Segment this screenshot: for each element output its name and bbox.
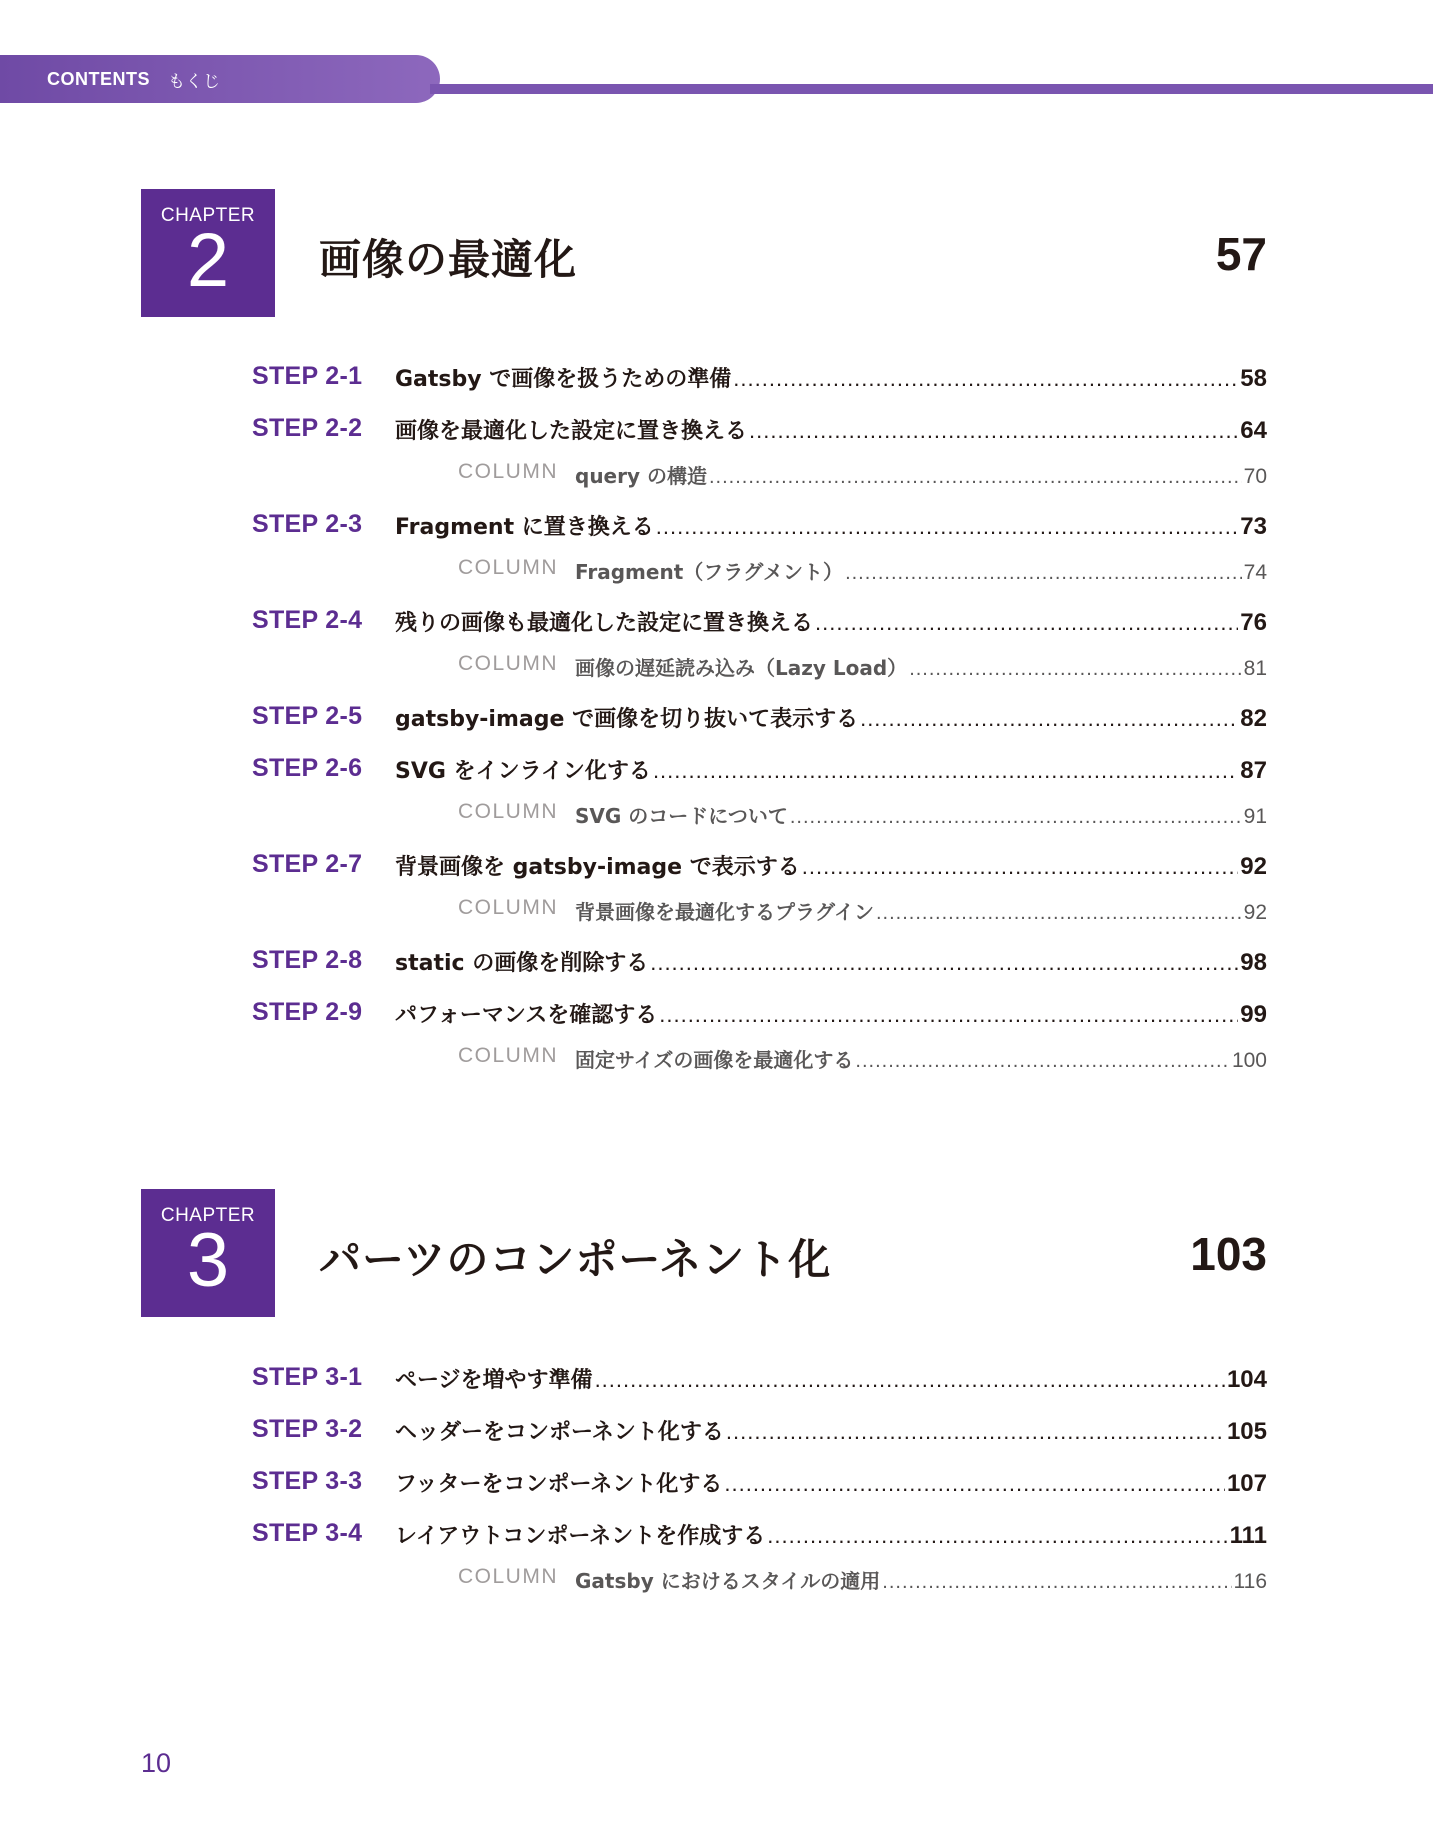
dot-leader bbox=[653, 758, 1238, 784]
entry-title: Fragment（フラグメント） bbox=[575, 560, 844, 584]
entry-page-number: 81 bbox=[1243, 657, 1267, 680]
step-label: STEP 2-6 bbox=[252, 754, 363, 782]
step-label: STEP 2-1 bbox=[252, 362, 363, 390]
step-label: STEP 3-2 bbox=[252, 1415, 363, 1443]
column-label: COLUMN bbox=[458, 1565, 559, 1588]
toc-entry bbox=[395, 754, 1267, 785]
column-label: COLUMN bbox=[458, 460, 559, 483]
entry-page-number: 76 bbox=[1240, 609, 1267, 636]
chapter-number: 3 bbox=[186, 1218, 230, 1303]
entry-title: gatsby-image で画像を切り抜いて表示する bbox=[395, 707, 859, 732]
toc-entry bbox=[395, 414, 1267, 445]
toc-entry bbox=[575, 1044, 1267, 1073]
entry-title: SVG のコードについて bbox=[575, 804, 788, 828]
entry-page-number: 91 bbox=[1243, 805, 1267, 828]
chapter-page-number[interactable]: 103 bbox=[1190, 1228, 1267, 1280]
toc-entry bbox=[575, 652, 1267, 681]
entry-page-number: 58 bbox=[1240, 365, 1267, 392]
toc-step-row[interactable] bbox=[0, 946, 1433, 986]
chapter-label: CHAPTER bbox=[160, 1205, 256, 1226]
column-label: COLUMN bbox=[458, 800, 559, 823]
toc-step-row[interactable] bbox=[0, 754, 1433, 794]
entry-title: 背景画像を gatsby-image で表示する bbox=[395, 855, 800, 880]
toc-column-row[interactable] bbox=[0, 1565, 1433, 1605]
entry-page-number: 92 bbox=[1240, 853, 1267, 880]
entry-title: 残りの画像も最適化した設定に置き換える bbox=[395, 611, 814, 636]
toc-step-row[interactable] bbox=[0, 1519, 1433, 1559]
toc-entry bbox=[575, 460, 1267, 489]
step-label: STEP 2-2 bbox=[252, 414, 363, 442]
dot-leader bbox=[767, 1523, 1227, 1549]
contents-header-band bbox=[0, 55, 440, 103]
toc-step-row[interactable] bbox=[0, 1363, 1433, 1403]
entry-title: ヘッダーをコンポーネント化する bbox=[395, 1420, 724, 1445]
dot-leader bbox=[860, 706, 1238, 732]
dot-leader bbox=[749, 418, 1238, 444]
step-label: STEP 2-8 bbox=[252, 946, 363, 974]
column-label: COLUMN bbox=[458, 896, 559, 919]
header-rule bbox=[430, 84, 1433, 94]
toc-step-row[interactable] bbox=[0, 998, 1433, 1038]
entry-page-number: 107 bbox=[1226, 1470, 1267, 1497]
step-label: STEP 2-3 bbox=[252, 510, 363, 538]
dot-leader bbox=[876, 902, 1242, 925]
entry-page-number: 73 bbox=[1240, 513, 1267, 540]
column-label: COLUMN bbox=[458, 1044, 559, 1067]
toc-column-row[interactable] bbox=[0, 1044, 1433, 1084]
entry-title: フッターをコンポーネント化する bbox=[395, 1472, 723, 1497]
entry-title: Gatsby で画像を扱うための準備 bbox=[395, 367, 732, 392]
entry-title: SVG をインライン化する bbox=[395, 759, 651, 784]
entry-title: Fragment に置き換える bbox=[395, 515, 654, 540]
column-label: COLUMN bbox=[458, 556, 559, 579]
dot-leader bbox=[855, 1050, 1230, 1073]
entry-title: 背景画像を最適化するプラグイン bbox=[575, 900, 874, 924]
dot-leader bbox=[845, 562, 1242, 585]
toc-step-row[interactable] bbox=[0, 1467, 1433, 1507]
toc-column-row[interactable] bbox=[0, 556, 1433, 596]
dot-leader bbox=[595, 1367, 1225, 1393]
toc-entry bbox=[395, 998, 1267, 1029]
toc-entry bbox=[575, 1565, 1267, 1594]
dot-leader bbox=[656, 514, 1239, 540]
entry-title: ページを増やす準備 bbox=[395, 1368, 593, 1393]
entry-page-number: 82 bbox=[1240, 705, 1267, 732]
toc-column-row[interactable] bbox=[0, 896, 1433, 936]
chapter-title[interactable]: パーツのコンポーネント化 bbox=[319, 1235, 832, 1284]
dot-leader bbox=[650, 950, 1238, 976]
dot-leader bbox=[659, 1002, 1238, 1028]
entry-title: query の構造 bbox=[575, 464, 707, 488]
toc-entry bbox=[575, 800, 1267, 829]
entry-title: 画像の遅延読み込み（Lazy Load） bbox=[575, 656, 908, 680]
entry-page-number: 105 bbox=[1226, 1418, 1267, 1445]
dot-leader bbox=[733, 366, 1238, 392]
entry-page-number: 64 bbox=[1240, 417, 1267, 444]
dot-leader bbox=[790, 806, 1242, 829]
chapter-badge bbox=[141, 189, 275, 317]
toc-entry bbox=[395, 946, 1267, 977]
dot-leader bbox=[815, 610, 1238, 636]
toc-entry bbox=[395, 510, 1267, 541]
entry-title: Gatsby におけるスタイルの適用 bbox=[575, 1569, 881, 1593]
toc-entry bbox=[395, 1519, 1267, 1550]
dot-leader bbox=[726, 1419, 1225, 1445]
chapter-badge bbox=[141, 1189, 275, 1317]
entry-page-number: 99 bbox=[1240, 1001, 1267, 1028]
entry-page-number: 98 bbox=[1240, 949, 1267, 976]
toc-entry bbox=[395, 606, 1267, 637]
step-label: STEP 2-4 bbox=[252, 606, 363, 634]
chapter-label: CHAPTER bbox=[160, 205, 256, 226]
chapter-number: 2 bbox=[186, 218, 230, 303]
entry-page-number: 100 bbox=[1231, 1049, 1267, 1072]
toc-column-row[interactable] bbox=[0, 652, 1433, 692]
toc-column-row[interactable] bbox=[0, 460, 1433, 500]
toc-step-row[interactable] bbox=[0, 510, 1433, 550]
step-label: STEP 3-4 bbox=[252, 1519, 363, 1547]
step-label: STEP 2-5 bbox=[252, 702, 363, 730]
entry-page-number: 74 bbox=[1243, 561, 1267, 584]
toc-entry bbox=[395, 362, 1267, 393]
entry-page-number: 87 bbox=[1240, 757, 1267, 784]
toc-entry bbox=[575, 556, 1267, 585]
toc-column-row[interactable] bbox=[0, 800, 1433, 840]
dot-leader bbox=[709, 466, 1242, 489]
dot-leader bbox=[882, 1571, 1231, 1594]
entry-page-number: 70 bbox=[1243, 465, 1267, 488]
toc-step-row[interactable] bbox=[0, 362, 1433, 402]
toc-entry bbox=[395, 1415, 1267, 1446]
entry-title: 固定サイズの画像を最適化する bbox=[575, 1048, 854, 1072]
entry-title: パフォーマンスを確認する bbox=[395, 1003, 658, 1028]
toc-step-row[interactable] bbox=[0, 850, 1433, 890]
page-number: 10 bbox=[141, 1748, 172, 1778]
step-label: STEP 3-1 bbox=[252, 1363, 363, 1391]
entry-page-number: 92 bbox=[1243, 901, 1267, 924]
chapter-title[interactable]: 画像の最適化 bbox=[319, 235, 578, 284]
entry-page-number: 104 bbox=[1226, 1366, 1267, 1393]
entry-title: 画像を最適化した設定に置き換える bbox=[395, 419, 748, 444]
toc-entry bbox=[395, 1363, 1267, 1394]
toc-step-row[interactable] bbox=[0, 414, 1433, 454]
toc-step-row[interactable] bbox=[0, 702, 1433, 742]
column-label: COLUMN bbox=[458, 652, 559, 675]
entry-title: static の画像を削除する bbox=[395, 951, 649, 976]
entry-page-number: 111 bbox=[1229, 1522, 1267, 1549]
step-label: STEP 3-3 bbox=[252, 1467, 363, 1495]
dot-leader bbox=[909, 658, 1241, 681]
toc-entry bbox=[395, 850, 1267, 881]
chapter-page-number[interactable]: 57 bbox=[1215, 228, 1267, 280]
toc-step-row[interactable] bbox=[0, 606, 1433, 646]
toc-entry bbox=[395, 1467, 1267, 1498]
step-label: STEP 2-7 bbox=[252, 850, 363, 878]
step-label: STEP 2-9 bbox=[252, 998, 363, 1026]
dot-leader bbox=[802, 854, 1239, 880]
entry-page-number: 116 bbox=[1233, 1570, 1267, 1593]
toc-step-row[interactable] bbox=[0, 1415, 1433, 1455]
header-subtitle: もくじ bbox=[168, 71, 221, 92]
header-title: CONTENTS bbox=[47, 68, 150, 89]
dot-leader bbox=[724, 1471, 1225, 1497]
entry-title: レイアウトコンポーネントを作成する bbox=[395, 1524, 766, 1549]
toc-entry bbox=[395, 702, 1267, 733]
toc-entry bbox=[575, 896, 1267, 925]
